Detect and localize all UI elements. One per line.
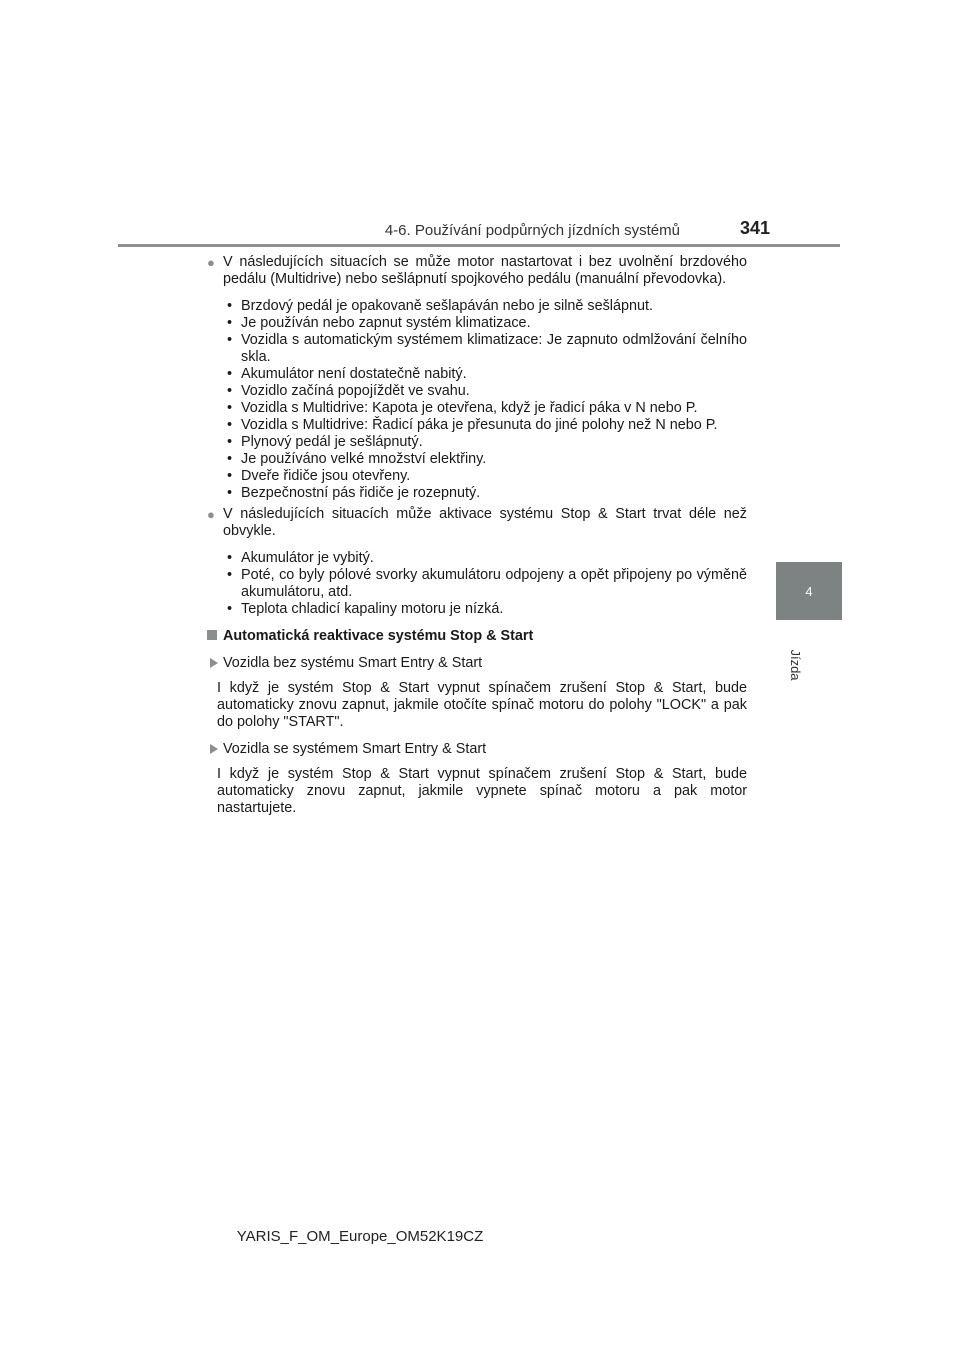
subsection-title-text: Vozidla bez systému Smart Entry & Start — [223, 655, 483, 671]
section-heading-text: Automatická reaktivace systému Stop & Start — [223, 628, 534, 644]
body-paragraph: I když je systém Stop & Start vypnut spínačem zrušení Stop & Start, bude automaticky znovu zapnut, jakmile vypnete spínač motoru a pak motor nastartujete. — [217, 766, 747, 816]
subsection-title — [210, 655, 747, 672]
dot-icon: • — [227, 550, 233, 566]
chapter-tab-label: Jízda — [788, 649, 803, 681]
dot-icon: • — [227, 366, 233, 382]
dot-icon: • — [227, 468, 233, 484]
list-item: • Je používáno velké množství elektřiny. — [227, 451, 487, 467]
circle-bullet-icon: ● — [207, 255, 215, 270]
list-item: • Vozidlo začíná popojíždět ve svahu. — [227, 383, 470, 399]
page-content — [207, 254, 747, 827]
dot-icon: • — [227, 383, 233, 399]
dot-icon: • — [227, 567, 233, 583]
note-paragraph — [207, 506, 747, 540]
dot-icon: • — [227, 400, 233, 416]
subsection-title-text: Vozidla se systémem Smart Entry & Start — [223, 741, 487, 757]
list-item: • Vozidla s automatickým systémem klimatizace: Je zapnuto odmlžování čelního skla. — [227, 332, 747, 365]
list-item: • Brzdový pedál je opakovaně sešlapáván nebo je silně sešlápnut. — [227, 298, 654, 314]
dot-icon: • — [227, 601, 233, 617]
body-paragraph: I když je systém Stop & Start vypnut spínačem zrušení Stop & Start, bude automaticky znovu zapnut, jakmile otočíte spínač motoru do polohy "LOCK" a pak do polohy "START". — [217, 680, 747, 730]
list-item: • Vozidla s Multidrive: Kapota je otevřena, když je řadicí páka v N nebo P. — [227, 400, 698, 416]
list-item: • Bezpečnostní pás řidiče je rozepnutý. — [227, 485, 481, 501]
dot-icon: • — [227, 298, 233, 314]
chapter-tab[interactable] — [776, 562, 842, 620]
triangle-bullet-icon — [210, 658, 218, 668]
header-divider — [118, 244, 840, 247]
bullet-list — [217, 298, 747, 502]
dot-icon: • — [227, 451, 233, 467]
header-section-title: 4-6. Používání podpůrných jízdních systémů — [384, 222, 680, 239]
section-heading — [207, 628, 747, 645]
footer-doc-code: YARIS_F_OM_Europe_OM52K19CZ — [236, 1228, 484, 1245]
list-item: • Akumulátor je vybitý. — [227, 550, 374, 566]
page-number: 341 — [740, 218, 771, 238]
bullet-list — [217, 550, 747, 618]
dot-icon: • — [227, 315, 233, 331]
circle-bullet-icon: ● — [207, 507, 215, 522]
square-bullet-icon — [207, 630, 217, 640]
dot-icon: • — [227, 417, 233, 433]
note-paragraph — [207, 254, 747, 288]
list-item: • Je používán nebo zapnut systém klimatizace. — [227, 315, 531, 331]
list-item: • Dveře řidiče jsou otevřeny. — [227, 468, 411, 484]
list-item: • Akumulátor není dostatečně nabitý. — [227, 366, 467, 382]
dot-icon: • — [227, 434, 233, 450]
note-text: V následujících situacích může aktivace systému Stop & Start trvat déle než obvykle. — [223, 506, 747, 539]
list-item: • Plynový pedál je sešlápnutý. — [227, 434, 423, 450]
list-item: • Poté, co byly pólové svorky akumulátoru odpojeny a opět připojeny po výměně akumulátoru, atd. — [227, 567, 747, 600]
dot-icon: • — [227, 332, 233, 348]
subsection-title — [210, 741, 747, 758]
triangle-bullet-icon — [210, 744, 218, 754]
list-item: • Teplota chladicí kapaliny motoru je nízká. — [227, 601, 504, 617]
chapter-tab-number: 4 — [805, 583, 813, 599]
note-text: V následujících situacích se může motor nastartovat i bez uvolnění brzdového pedálu (Multidrive) nebo sešlápnutí spojkového pedálu (manuální převodovka). — [223, 254, 747, 287]
list-item: • Vozidla s Multidrive: Řadicí páka je přesunuta do jiné polohy než N nebo P. — [227, 417, 718, 433]
dot-icon: • — [227, 485, 233, 501]
